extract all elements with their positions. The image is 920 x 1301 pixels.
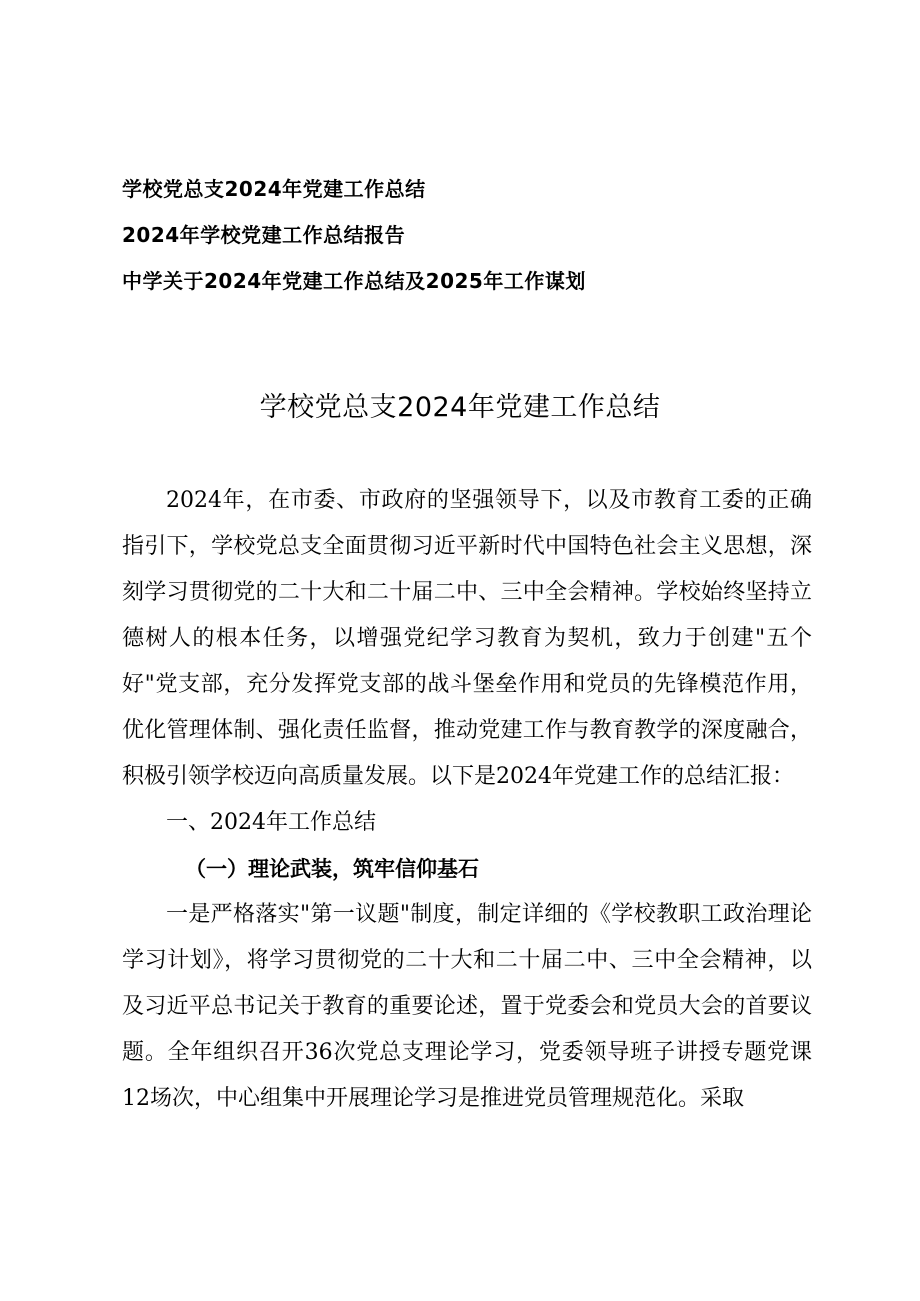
toc-item-1: 学校党总支2024年党建工作总结 <box>122 177 426 201</box>
toc-item-3: 中学关于2024年党建工作总结及2025年工作谋划 <box>122 269 586 293</box>
toc-item-2: 2024年学校党建工作总结报告 <box>122 223 406 247</box>
section-heading-1: 一、2024年工作总结 <box>166 810 376 835</box>
subsection-paragraph-1: 一是严格落实"第一议题"制度，制定详细的《学校教职工政治理论学习计划》，将学习贯彻党的二十大和二十届二中、三中全会精神，以及习近平总书记关于教育的重要论述，置于党委会和党员大会的首要议题。全年组织召开36次党总支理论学习，党委领导班子讲授专题党课12场次，中心组集中开展理论学习是推进党员管理规范化。采取 <box>122 902 812 1111</box>
table-of-contents <box>122 166 586 304</box>
document-title: 学校党总支2024年党建工作总结 <box>259 392 661 423</box>
subsection-heading-1: （一）理论武装，筑牢信仰基石 <box>185 857 479 881</box>
document-body <box>122 478 812 1122</box>
intro-paragraph: 2024年，在市委、市政府的坚强领导下，以及市教育工委的正确指引下，学校党总支全面贯彻习近平新时代中国特色社会主义思想，深刻学习贯彻党的二十大和二十届二中、三中全会精神。学校始终坚持立德树人的根本任务，以增强党纪学习教育为契机，致力于创建"五个好"党支部，充分发挥党支部的战斗堡垒作用和党员的先锋模范作用，优化管理体制、强化责任监督，推动党建工作与教育教学的深度融合，积极引领学校迈向高质量发展。以下是2024年党建工作的总结汇报： <box>122 488 812 789</box>
